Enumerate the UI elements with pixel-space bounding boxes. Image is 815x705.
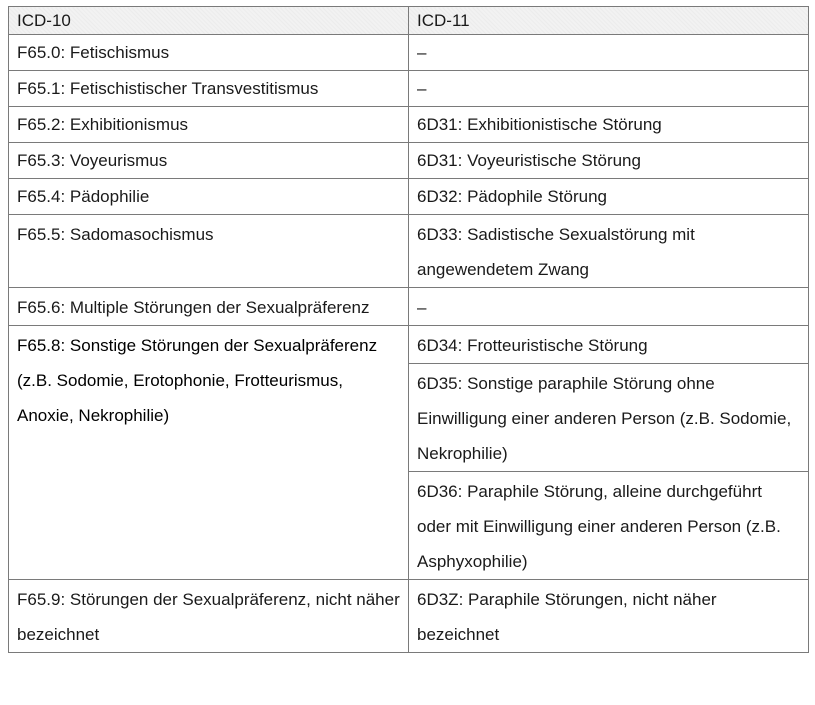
table-row [9,215,809,288]
icd11-cell: 6D32: Pädophile Störung [409,179,809,215]
icd11-cell: 6D31: Voyeuristische Störung [409,143,809,179]
icd-comparison-table [8,6,809,653]
table-row [9,288,809,326]
header-row [9,7,809,35]
icd11-cell: 6D31: Exhibitionistische Störung [409,107,809,143]
icd11-cell: – [409,71,809,107]
icd11-cell: 6D35: Sonstige paraphile Störung ohne Einwilligung einer anderen Person (z.B. Sodomie, Nekrophilie) [409,364,809,472]
icd10-cell: F65.4: Pädophilie [9,179,409,215]
icd11-cell: – [409,288,809,326]
icd10-cell: F65.5: Sadomasochismus [9,215,409,288]
icd11-cell: 6D34: Frotteuristische Störung [409,326,809,364]
table-row [9,71,809,107]
icd11-cell: – [409,35,809,71]
icd10-cell: F65.0: Fetischismus [9,35,409,71]
icd11-cell: 6D33: Sadistische Sexualstörung mit angewendetem Zwang [409,215,809,288]
table-container [8,6,809,653]
icd10-cell: F65.3: Voyeurismus [9,143,409,179]
table-row [9,107,809,143]
table-row [9,326,809,364]
icd10-cell: F65.9: Störungen der Sexualpräferenz, nicht näher bezeichnet [9,580,409,653]
icd11-cell: 6D3Z: Paraphile Störungen, nicht näher bezeichnet [409,580,809,653]
icd10-cell: F65.1: Fetischistischer Transvestitismus [9,71,409,107]
table-row [9,35,809,71]
table-row [9,179,809,215]
icd10-cell: F65.6: Multiple Störungen der Sexualpräferenz [9,288,409,326]
icd10-cell: F65.2: Exhibitionismus [9,107,409,143]
table-row [9,580,809,653]
icd10-cell: F65.8: Sonstige Störungen der Sexualpräferenz (z.B. Sodomie, Erotophonie, Frotteurismus, Anoxie, Nekrophilie) [9,326,409,580]
header-icd11: ICD-11 [409,7,809,35]
header-icd10: ICD-10 [9,7,409,35]
icd11-cell: 6D36: Paraphile Störung, alleine durchgeführt oder mit Einwilligung einer anderen Person (z.B. Asphyxophilie) [409,472,809,580]
table-row [9,143,809,179]
